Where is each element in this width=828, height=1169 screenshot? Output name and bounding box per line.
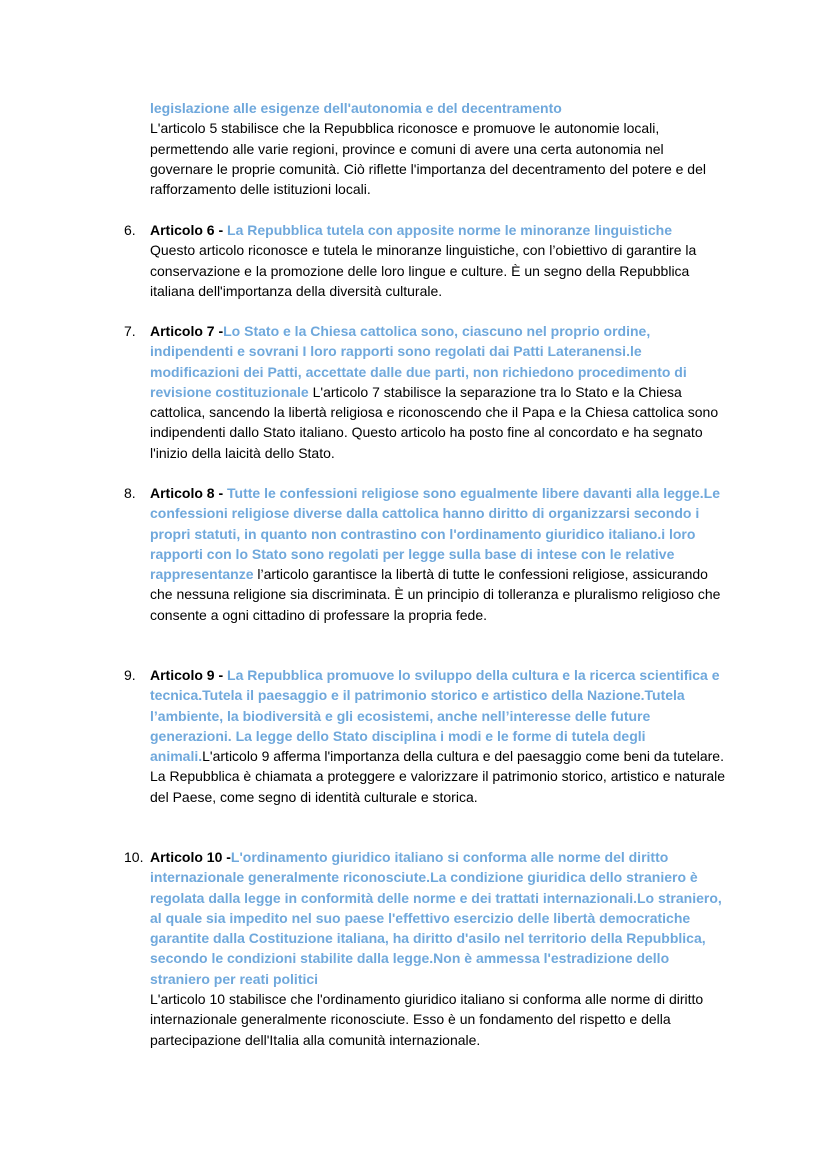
article-9 [150, 665, 730, 807]
article-7-number-wrap [0, 321, 148, 341]
article-8 [150, 483, 730, 625]
list-number: 10. [124, 849, 144, 865]
article-10-title: Articolo 10 - [150, 849, 231, 865]
list-number: 9. [124, 667, 136, 683]
article-10-comment: L'articolo 10 stabilisce che l'ordinamento giuridico italiano si conforma alle norme di diritto internazionale generalmente riconosciute. Esso è un fondamento del rispetto e della partecipazione dell'Italia alla comunità internazionale. [150, 991, 704, 1048]
article-6-number-wrap [0, 220, 148, 240]
article-5-continuation [150, 98, 730, 199]
article-8-number-wrap [0, 483, 148, 503]
article-9-quote: La Repubblica promuove lo sviluppo della cultura e la ricerca scientifica e tecnica.Tutela il paesaggio e il patrimonio storico e artistico della Nazione.Tutela l’ambiente, la biodiversità e gli ecosistemi, anche nell’interesse delle future generazioni. La legge dello Stato disciplina i modi e le forme di tutela degli animali. [150, 667, 720, 765]
article-6 [150, 220, 730, 301]
article-10-quote: L'ordinamento giuridico italiano si conforma alle norme del diritto internazionale generalmente riconosciute.La condizione giuridica dello straniero è regolata dalla legge in conformità delle norme e dei trattati internazionali.Lo straniero, al quale sia impedito nel suo paese l'effettivo esercizio delle libertà democratiche garantite dalla Costituzione italiana, ha diritto d'asilo nel territorio della Repubblica, secondo le condizioni stabilite dalla legge.Non è ammessa l'estradizione dello straniero per reati politici [150, 849, 722, 987]
article-5-quote-tail: legislazione alle esigenze dell'autonomia e del decentramento [150, 100, 562, 116]
article-5-comment: L'articolo 5 stabilisce che la Repubblica riconosce e promuove le autonomie locali, permettendo alle varie regioni, province e comuni di avere una certa autonomia nel governare le proprie comunità. Ciò riflette l'importanza del decentramento del potere e del rafforzamento delle istituzioni locali. [150, 120, 706, 198]
list-number: 7. [124, 323, 136, 339]
article-9-title: Articolo 9 - [150, 667, 228, 683]
article-6-comment: Questo articolo riconosce e tutela le minoranze linguistiche, con l’obiettivo di garantire la conservazione e la promozione delle loro lingue e culture. È un segno della Repubblica italiana dell'importanza della diversità culturale. [150, 242, 697, 299]
article-7-quote: Lo Stato e la Chiesa cattolica sono, ciascuno nel proprio ordine, indipendenti e sovrani I loro rapporti sono regolati dai Patti Lateranensi.le modificazioni dei Patti, accettate dalle due parti, non richiedono procedimento di revisione costituzionale [150, 323, 687, 400]
article-6-title: Articolo 6 - [150, 222, 228, 238]
article-10 [150, 847, 730, 1050]
article-8-title: Articolo 8 - [150, 485, 228, 501]
list-number: 8. [124, 485, 136, 501]
list-number: 6. [124, 222, 136, 238]
article-7-title: Articolo 7 - [150, 323, 224, 339]
article-8-comment: l’articolo garantisce la libertà di tutte le confessioni religiose, assicurando che nessuna religione sia discriminata. È un principio di tolleranza e pluralismo religioso che consente a ogni cittadino di professare la propria fede. [150, 566, 721, 623]
article-7-comment: L'articolo 7 stabilisce la separazione tra lo Stato e la Chiesa cattolica, sancendo la libertà religiosa e riconoscendo che il Papa e la Chiesa cattolica sono indipendenti dallo Stato italiano. Questo articolo ha posto fine al concordato e ha segnato l'inizio della laicità dello Stato. [150, 383, 719, 461]
article-9-number-wrap [0, 665, 148, 685]
article-6-quote: La Repubblica tutela con apposite norme le minoranze linguistiche [227, 222, 672, 238]
article-7 [150, 321, 730, 463]
article-8-quote: Tutte le confessioni religiose sono egualmente libere davanti alla legge.Le confessioni religiose diverse dalla cattolica hanno diritto di organizzarsi secondo i propri statuti, in quanto non contrastino con l'ordinamento giuridico italiano.i loro rapporti con lo Stato sono regolati per legge sulla base di intese con le relative rappresentanze [150, 485, 720, 583]
article-9-comment: L'articolo 9 afferma l'importanza della cultura e del paesaggio come beni da tutelare. La Repubblica è chiamata a proteggere e valorizzare il patrimonio storico, artistico e naturale del Paese, come segno di identità culturale e storica. [150, 748, 726, 805]
article-10-number-wrap [0, 847, 148, 867]
